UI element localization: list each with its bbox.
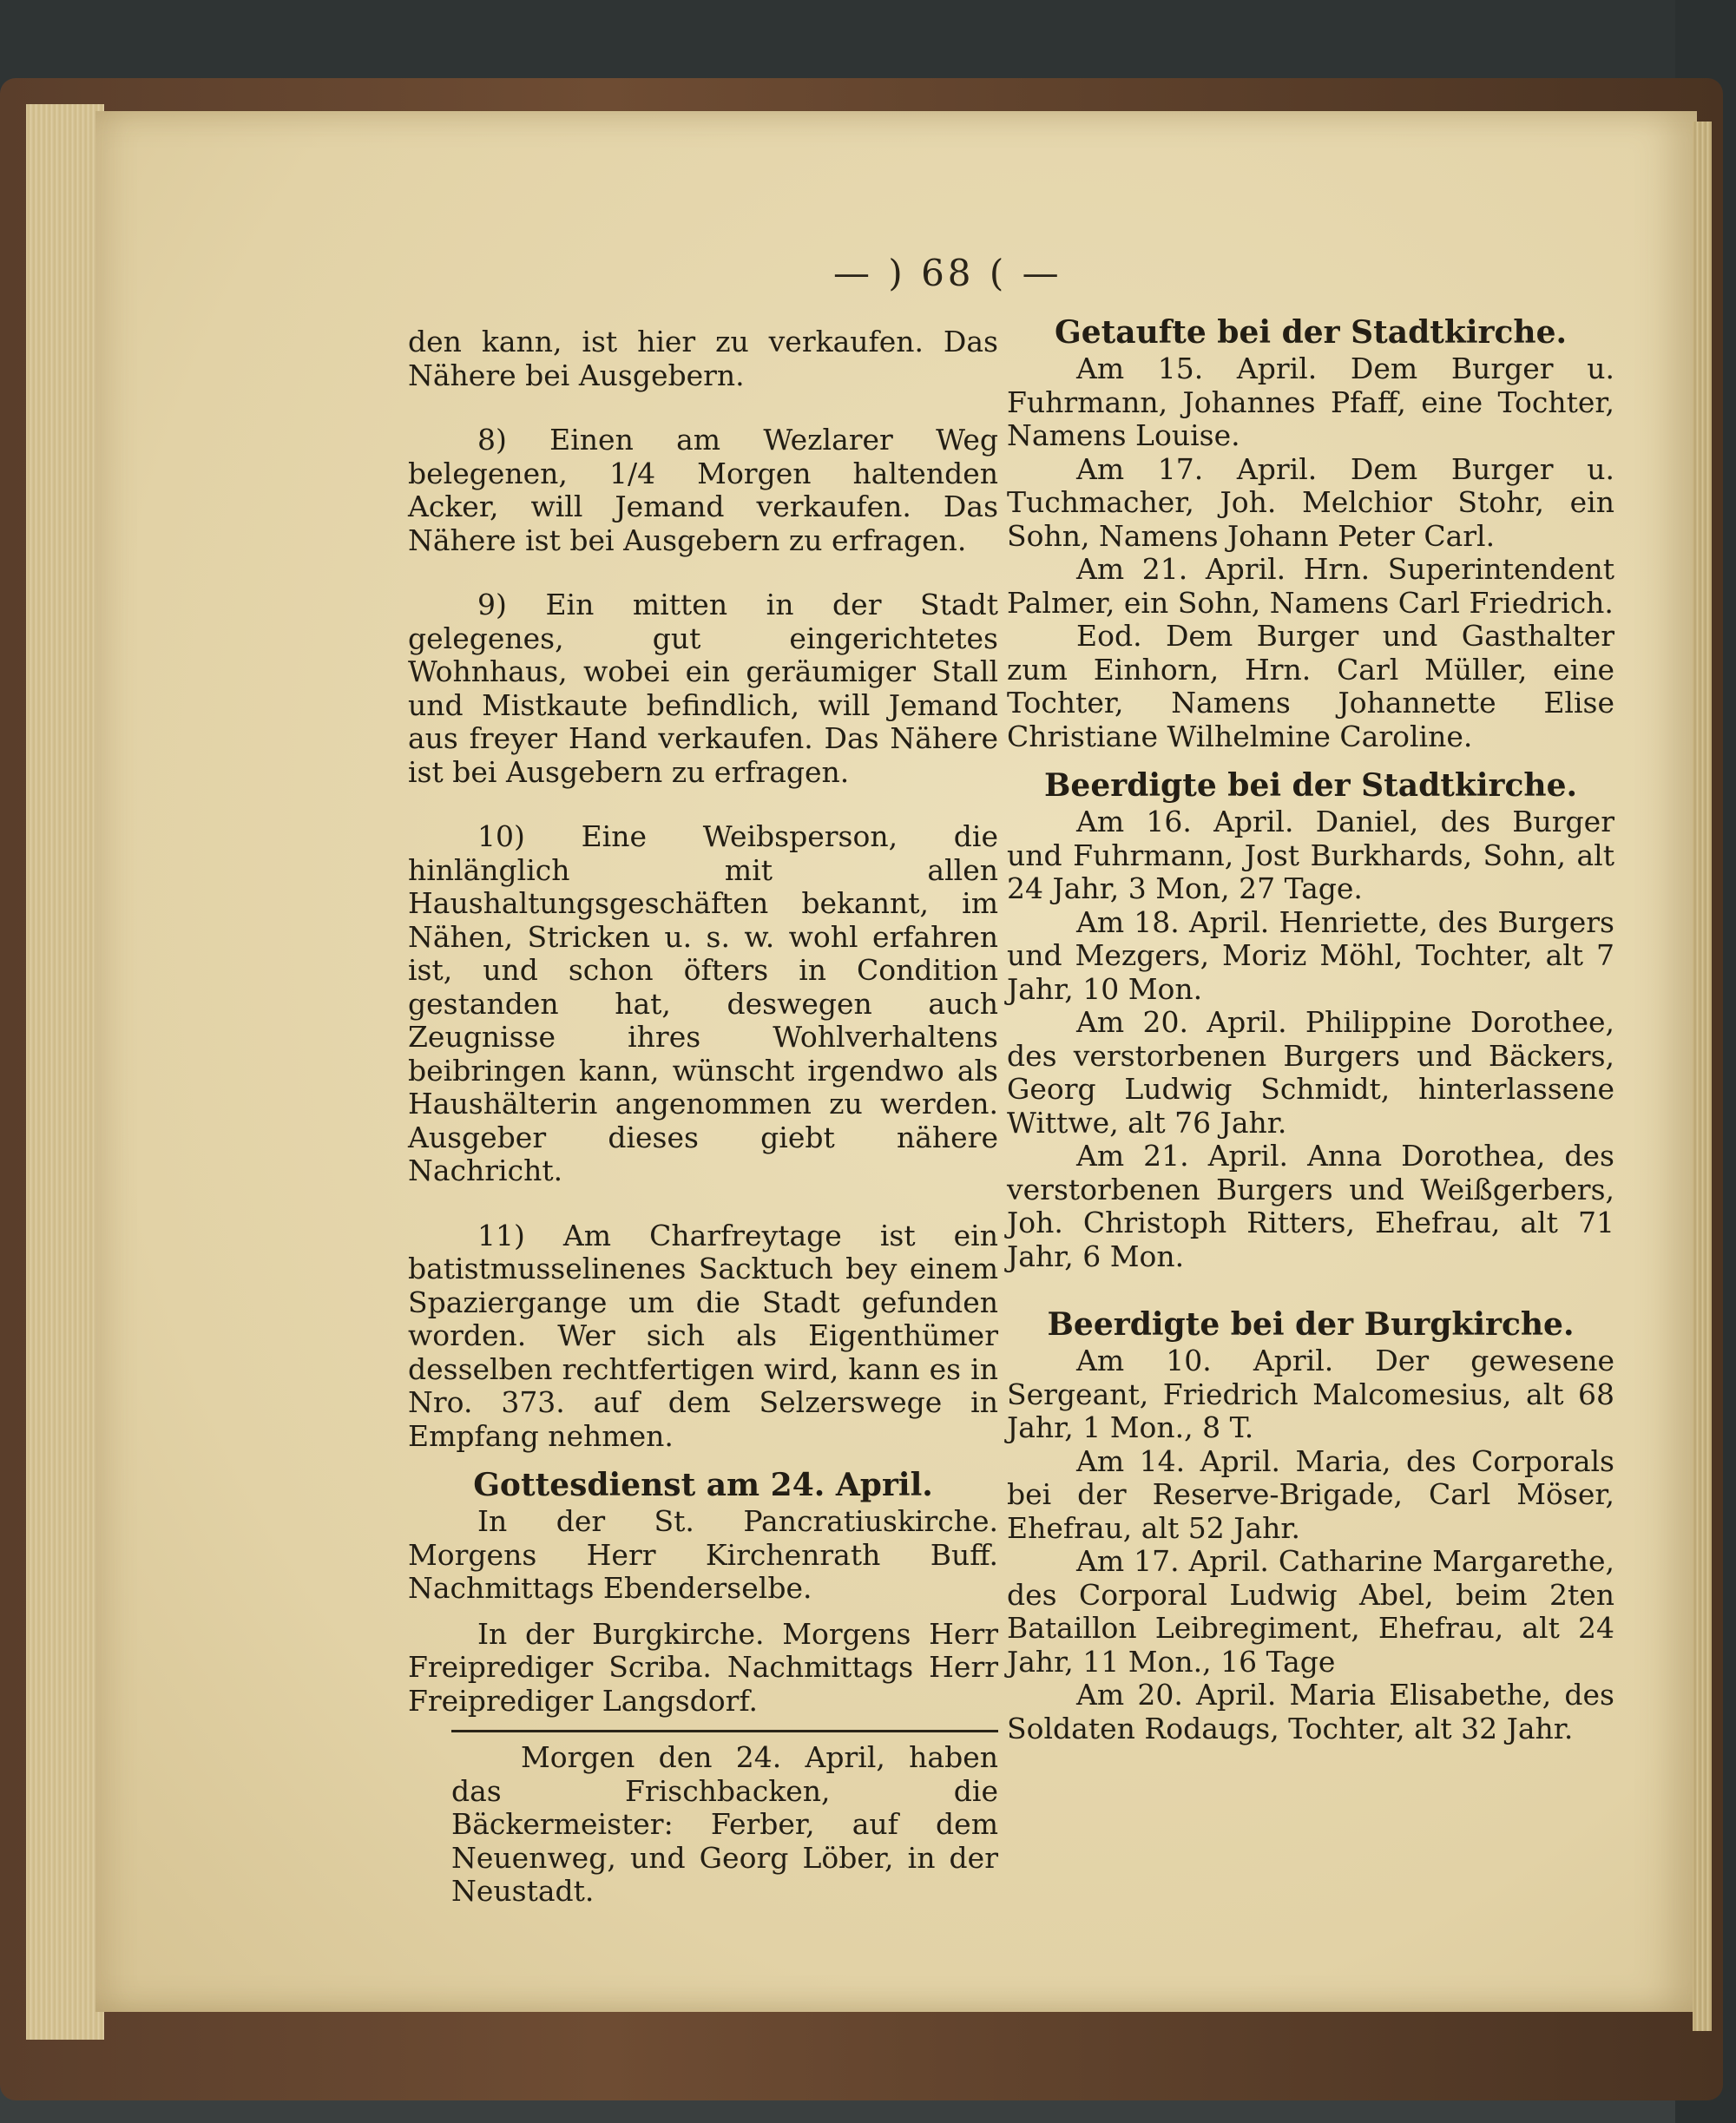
- heading-gottesdienst: Gottesdienst am 24. April.: [473, 1467, 933, 1503]
- left-paragraph-1: den kann, ist hier zu verkaufen. Das Nähere bei Ausgebern.: [408, 325, 998, 392]
- baptism-entry-1: Am 15. April. Dem Burger u. Fuhrmann, Johannes Pfaff, eine Tochter, Namens Louise.: [1007, 352, 1614, 452]
- burial-burg-entry-1: Am 10. April. Der gewesene Sergeant, Friedrich Malcomesius, alt 68 Jahr, 1 Mon., 8 T.: [1007, 1344, 1614, 1444]
- divider-rule: [451, 1730, 998, 1732]
- burial-burg-entry-2: Am 14. April. Maria, des Corporals bei der Reserve-Brigade, Carl Möser, Ehefrau, alt 52 Jahr.: [1007, 1443, 1614, 1545]
- heading-beerdigte-stadtkirche: Beerdigte bei der Stadtkirche.: [1043, 767, 1578, 804]
- burial-stadt-entry-3: Am 20. April. Philippine Dorothee, des verstorbenen Burgers und Bäckers, Georg Ludwig Schmidt, hinterlassene Wittwe, alt 76 Jahr.: [1007, 1005, 1614, 1140]
- burial-stadt-entry-2: Am 18. April. Henriette, des Burgers und Mezgers, Moriz Möhl, Tochter, alt 7 Jahr, 10 Mon.: [1007, 904, 1614, 1006]
- left-paragraph-5: 11) Am Charfreytage ist ein batistmusselinenes Sacktuch bey einem Spaziergange um die Stadt gefunden worden. Wer sich als Eigenthümer desselben rechtfertigen wird, kann es in Nro. 373. auf dem Selzerswege in Empfang nehmen.: [408, 1218, 998, 1453]
- heading-getaufte-stadtkirche: Getaufte bei der Stadtkirche.: [1054, 314, 1568, 351]
- left-paragraph-8: Morgen den 24. April, haben das Frischbacken, die Bäckermeister: Ferber, auf dem Neuenweg, und Georg Löber, in der Neustadt.: [451, 1740, 998, 1908]
- left-paragraph-2: 8) Einen am Wezlarer Weg belegenen, 1/4 Morgen haltenden Acker, will Jemand verkaufen. Das Nähere ist bei Ausgebern zu erfragen.: [408, 423, 998, 557]
- burial-burg-entry-3: Am 17. April. Catharine Margarethe, des Corporal Ludwig Abel, beim 2ten Bataillon Leibregiment, Ehefrau, alt 24 Jahr, 11 Mon., 16 Tage: [1007, 1544, 1614, 1679]
- page-edges-right: [1693, 122, 1712, 2031]
- left-paragraph-6: In der St. Pancratiuskirche. Morgens Herr Kirchenrath Buff. Nachmittags Ebenderselbe.: [408, 1504, 998, 1605]
- heading-beerdigte-burgkirche: Beerdigte bei der Burgkirche.: [1047, 1306, 1575, 1343]
- page-edges-left: [26, 104, 104, 2040]
- burial-stadt-entry-4: Am 21. April. Anna Dorothea, des verstorbenen Burgers und Weißgerbers, Joh. Christoph Ritters, Ehefrau, alt 71 Jahr, 6 Mon.: [1007, 1139, 1614, 1273]
- burial-stadt-entry-1: Am 16. April. Daniel, des Burger und Fuhrmann, Jost Burkhards, Sohn, alt 24 Jahr, 3 Mon, 27 Tage.: [1007, 805, 1614, 905]
- left-paragraph-3: 9) Ein mitten in der Stadt gelegenes, gut eingerichtetes Wohnhaus, wobei ein geräumiger Stall und Mistkaute befindlich, will Jemand aus freyer Hand verkaufen. Das Nähere ist bei Ausgebern zu erfragen.: [408, 588, 998, 789]
- page-number: — ) 68 ( —: [833, 252, 1062, 294]
- baptism-entry-4: Eod. Dem Burger und Gasthalter zum Einhorn, Hrn. Carl Müller, eine Tochter, Namens Johannette Elise Christiane Wilhelmine Caroline.: [1007, 619, 1614, 753]
- baptism-entry-2: Am 17. April. Dem Burger u. Tuchmacher, Joh. Melchior Stohr, ein Sohn, Namens Johann Peter Carl.: [1007, 451, 1614, 553]
- right-column: [1007, 312, 1614, 1745]
- left-paragraph-7: In der Burgkirche. Morgens Herr Freiprediger Scriba. Nachmittags Herr Freiprediger Langsdorf.: [408, 1616, 998, 1718]
- baptism-entry-3: Am 21. April. Hrn. Superintendent Palmer, ein Sohn, Namens Carl Friedrich.: [1007, 552, 1614, 620]
- left-column: [408, 325, 998, 1909]
- left-paragraph-4: 10) Eine Weibsperson, die hinlänglich mit allen Haushaltungsgeschäften bekannt, im Nähen, Stricken u. s. w. wohl erfahren ist, und schon öfters in Condition gestanden hat, deswegen auch Zeugnisse ihres Wohlverhaltens beibringen kann, wünscht irgendwo als Haushälterin angenommen zu werden. Ausgeber dieses giebt nähere Nachricht.: [408, 819, 998, 1187]
- burial-burg-entry-4: Am 20. April. Maria Elisabethe, des Soldaten Rodaugs, Tochter, alt 32 Jahr.: [1007, 1678, 1614, 1745]
